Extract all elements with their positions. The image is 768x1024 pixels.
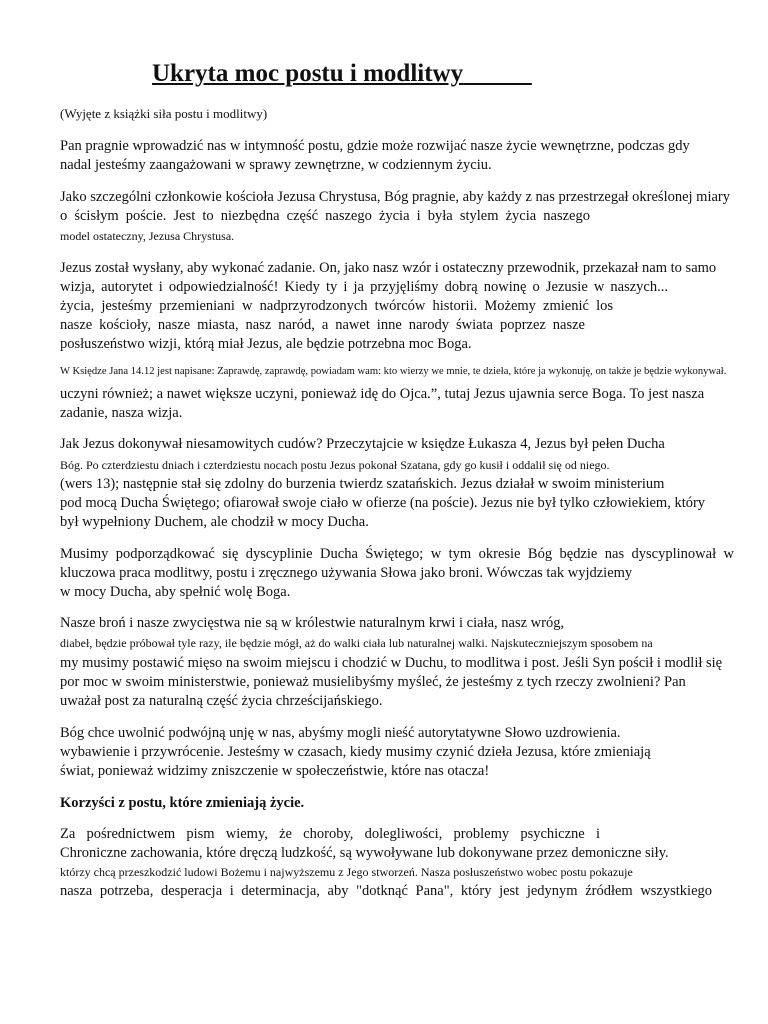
paragraph-line: Za pośrednictwem pism wiemy, że choroby, dolegliwości, problemy psychiczne i — [60, 826, 600, 842]
paragraph-line: zadanie, nasza wizja. — [60, 405, 183, 421]
paragraph-line: Bóg. Po czterdziestu dniach i czterdziestu nocach postu Jezus pokonał Szatana, gdy go kusił i oddalił się od niego. — [60, 458, 610, 472]
paragraph-line: W Księdze Jana 14.12 jest napisane: Zaprawdę, zaprawdę, powiadam wam: kto wierzy we mnie, te dzieła, które ja wykonuję, on także je będzie wykonywał. — [60, 366, 727, 377]
paragraph-line: model ostateczny, Jezusa Chrystusa. — [60, 229, 235, 243]
paragraph-line: diabeł, będzie próbował tyle razy, ile będzie mógł, aż do walki ciała lub naturalnej walki. Najskuteczniejszym sposobem na — [60, 636, 653, 650]
paragraph-line: Chroniczne zachowania, które dręczą ludzkość, są wywoływane lub dokonywane przez demoniczne siły. — [60, 845, 669, 861]
paragraph-line: Musimy podporządkować się dyscyplinie Ducha Świętego; w tym okresie Bóg będzie nas dyscyplinował w — [60, 546, 734, 562]
paragraph-line: kluczowa praca modlitwy, postu i zręcznego używania Słowa jako broni. Wówczas tak wyjdziemy — [60, 565, 633, 581]
paragraph-line: my musimy postawić mięso na swoim miejscu i chodzić w Duchu, to modlitwa i post. Jeśli Syn pościł i modlił się — [60, 655, 723, 671]
paragraph-line: uważał post za naturalną część życia chrześcijańskiego. — [60, 693, 383, 709]
paragraph-line: wizja, autorytet i odpowiedzialność! Kiedy ty i ja przyjęliśmy dobrą nowinę o Jezusie w naszych... — [60, 279, 668, 295]
paragraph-line: nasze kościoły, nasze miasta, nasz naród, a nawet inne narody świata poprzez nasze — [60, 317, 585, 333]
paragraph-line: Pan pragnie wprowadzić nas w intymność postu, gdzie może rozwijać nasze życie wewnętrzne, podczas gdy — [60, 138, 690, 154]
paragraph-line: pod mocą Ducha Świętego; ofiarował swoje ciało w ofierze (na poście). Jezus nie był tylko człowiekiem, który — [60, 495, 706, 511]
paragraph-line: był wypełniony Duchem, ale chodził w mocy Ducha. — [60, 514, 369, 530]
document-subtitle: (Wyjęte z książki siła postu i modlitwy) — [60, 106, 268, 121]
paragraph-line: nasza potrzeba, desperacja i determinacja, aby "dotknąć Pana", który jest jedynym źródłem wszystkiego — [60, 883, 712, 899]
document-title: Ukryta moc postu i modlitwy — [152, 60, 464, 87]
paragraph-line: Jak Jezus dokonywał niesamowitych cudów? Przeczytajcie w księdze Łukasza 4, Jezus był pełen Ducha — [60, 436, 665, 452]
paragraph-line: posłuszeństwo wizji, którą miał Jezus, ale będzie potrzebna moc Boga. — [60, 336, 472, 352]
paragraph-line: nadal jesteśmy zaangażowani w sprawy zewnętrzne, w codziennym życiu. — [60, 157, 492, 173]
paragraph-line: por moc w swoim ministerstwie, ponieważ musielibyśmy myśleć, że jesteśmy z tych rzeczy zwolnieni? Pan — [60, 674, 686, 690]
paragraph-line: świat, ponieważ widzimy zniszczenie w społeczeństwie, które nas otacza! — [60, 763, 490, 779]
paragraph-line: Nasze broń i nasze zwycięstwa nie są w królestwie naturalnym krwi i ciała, nasz wróg, — [60, 615, 565, 631]
paragraph-line: Bóg chce uwolnić podwójną unję w nas, abyśmy mogli nieść autorytatywne Słowo uzdrowienia. — [60, 725, 621, 741]
paragraph-line: uczyni również; a nawet większe uczyni, ponieważ idę do Ojca.”, tutaj Jezus ujawnia serce Boga. To jest nasza — [60, 386, 705, 402]
paragraph-line: (wers 13); następnie stał się zdolny do burzenia twierdz szatańskich. Jezus działał w swoim ministerium — [60, 476, 665, 492]
paragraph-line: Jako szczególni członkowie kościoła Jezusa Chrystusa, Bóg pragnie, aby każdy z nas przestrzegał określonej miary — [60, 189, 731, 205]
paragraph-line: życia, jesteśmy przemieniani w nadprzyrodzonych twórców historii. Możemy zmienić los — [60, 298, 613, 314]
paragraph-line: którzy chcą przeszkodzić ludowi Bożemu i najwyższemu z Jego stworzeń. Nasza posłuszeństwo wobec postu pokazuje — [60, 865, 633, 879]
paragraph-line: w mocy Ducha, aby spełnić wolę Boga. — [60, 584, 291, 600]
paragraph-line: wybawienie i przywrócenie. Jesteśmy w czasach, kiedy musimy czynić dzieła Jezusa, które zmieniają — [60, 744, 651, 760]
paragraph-line: Jezus został wysłany, aby wykonać zadanie. On, jako nasz wzór i ostateczny przewodnik, przekazał nam to samo — [60, 260, 717, 276]
section-heading: Korzyści z postu, które zmieniają życie. — [60, 795, 305, 811]
paragraph-line: o ścisłym poście. Jest to niezbędna część naszego życia i była stylem życia naszego — [60, 208, 590, 224]
